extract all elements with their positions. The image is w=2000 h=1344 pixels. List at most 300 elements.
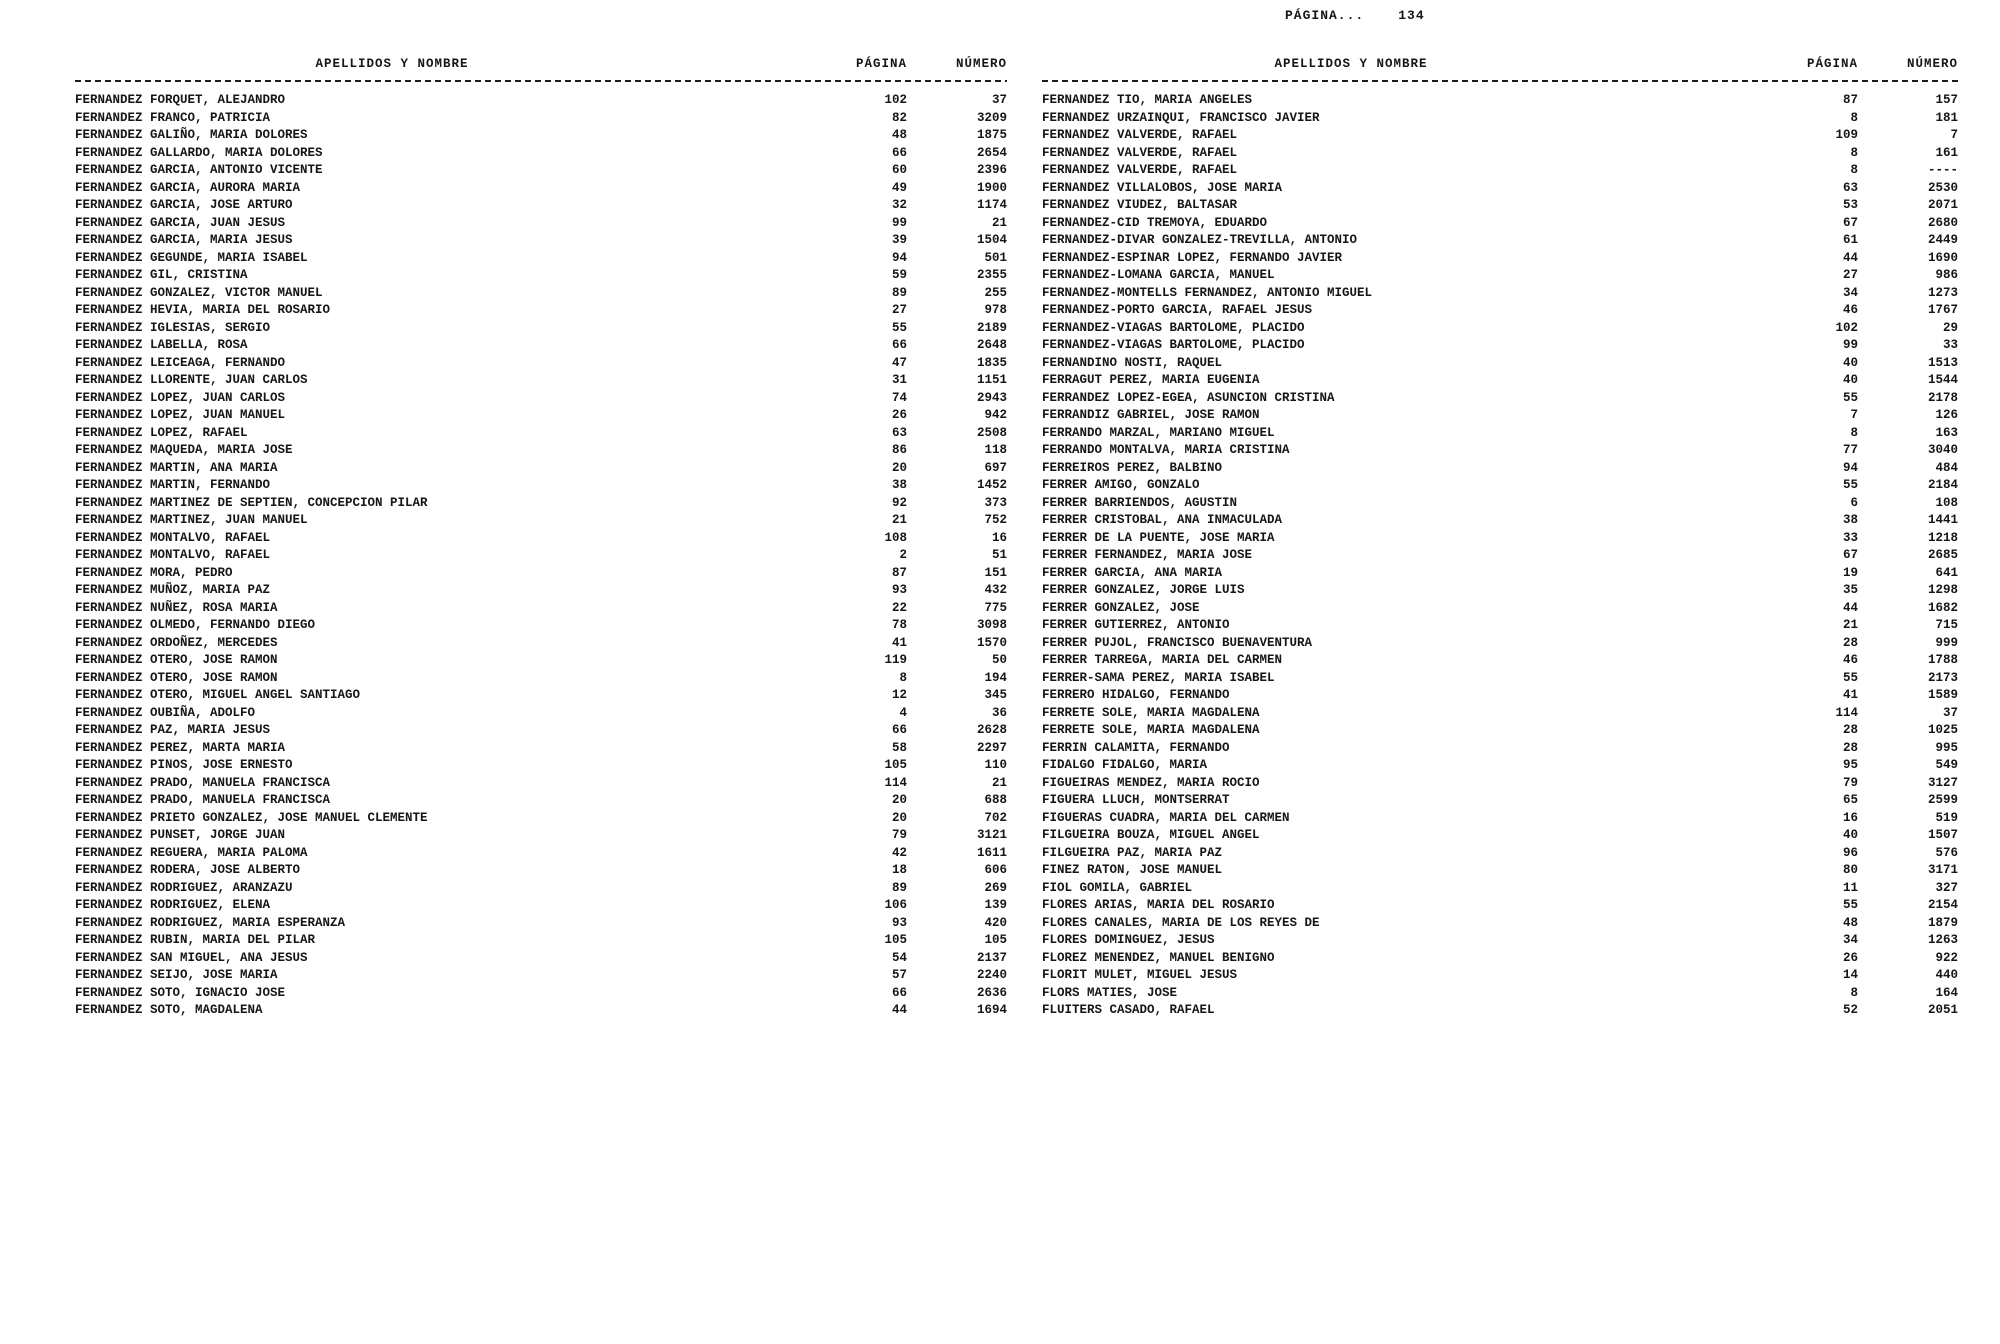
name-cell: FERNANDEZ MONTALVO, RAFAEL: [75, 530, 271, 545]
page-cell: 28: [1842, 723, 1858, 737]
table-row: [75, 215, 1007, 233]
number-cell: 2071: [1927, 198, 1958, 212]
name-cell: FERRETE SOLE, MARIA MAGDALENA: [1042, 723, 1260, 737]
number-cell: 3121: [976, 828, 1007, 842]
number-cell: 999: [1935, 635, 1958, 650]
number-cell: 2396: [976, 163, 1007, 177]
name-cell: FERNANDEZ SAN MIGUEL, ANA JESUS: [75, 950, 308, 965]
name-cell: FERNANDEZ MARTIN, FERNANDO: [75, 478, 271, 492]
name-cell: FERRERO HIDALGO, FERNANDO: [1042, 688, 1230, 702]
table-row: [1042, 92, 1958, 110]
number-cell: 1504: [976, 233, 1007, 247]
table-row: [1042, 582, 1958, 600]
table-row: [75, 652, 1007, 670]
number-cell: 2051: [1927, 1003, 1958, 1017]
name-cell: FERNANDEZ GARCIA, JUAN JESUS: [75, 215, 286, 230]
name-cell: FERNANDEZ OLMEDO, FERNANDO DIEGO: [75, 618, 316, 632]
page-cell: 109: [1835, 128, 1858, 142]
table-row: [1042, 652, 1958, 670]
number-cell: 2648: [976, 338, 1007, 352]
number-cell: 161: [1935, 145, 1958, 160]
name-cell: FERNANDEZ SOTO, MAGDALENA: [75, 1003, 263, 1017]
table-row: [1042, 687, 1958, 705]
page-cell: 60: [891, 163, 907, 177]
table-row: [75, 547, 1007, 565]
name-cell: FERNANDEZ HEVIA, MARIA DEL ROSARIO: [75, 303, 331, 317]
name-cell: FERRER GUTIERREZ, ANTONIO: [1042, 618, 1230, 632]
name-cell: FERNANDEZ PAZ, MARIA JESUS: [75, 723, 271, 737]
table-row: [75, 530, 1007, 548]
table-row: [75, 792, 1007, 810]
number-cell: 126: [1935, 408, 1958, 422]
page-cell: 8: [1850, 110, 1858, 125]
table-row: [1042, 267, 1958, 285]
table-row: [75, 110, 1007, 128]
name-cell: FERNANDEZ GARCIA, MARIA JESUS: [75, 233, 293, 247]
number-cell: 2685: [1927, 548, 1958, 562]
table-row: [75, 827, 1007, 845]
name-cell: FIDALGO FIDALGO, MARIA: [1042, 758, 1208, 772]
table-row: [1042, 775, 1958, 793]
number-cell: 1767: [1927, 303, 1958, 317]
number-cell: 2297: [976, 740, 1007, 755]
table-row: [1042, 302, 1958, 320]
name-cell: FERRAGUT PEREZ, MARIA EUGENIA: [1042, 373, 1260, 387]
number-cell: 501: [984, 250, 1007, 265]
number-cell: 1263: [1927, 933, 1958, 947]
name-cell: FERNANDEZ LOPEZ, JUAN MANUEL: [75, 408, 286, 422]
number-cell: 2154: [1927, 898, 1958, 912]
name-cell: FERNANDEZ LLORENTE, JUAN CARLOS: [75, 373, 308, 387]
table-row: [75, 285, 1007, 303]
name-cell: FERRANDO MONTALVA, MARIA CRISTINA: [1042, 443, 1290, 457]
page-cell: 92: [891, 495, 907, 510]
page-cell: 34: [1842, 285, 1858, 300]
table-row: [1042, 950, 1958, 968]
page-cell: 19: [1842, 565, 1858, 580]
name-cell: FERNANDEZ-PORTO GARCIA, RAFAEL JESUS: [1042, 303, 1313, 317]
name-cell: FERNANDEZ MARTINEZ DE SEPTIEN, CONCEPCION PILAR: [75, 495, 428, 510]
header-numero: NÚMERO: [1906, 57, 1958, 71]
page-cell: 21: [891, 513, 907, 527]
page-cell: 66: [891, 145, 907, 160]
table-row: [1042, 810, 1958, 828]
page-cell: 41: [891, 635, 907, 650]
table-row: [75, 670, 1007, 688]
number-cell: 1788: [1927, 653, 1958, 667]
number-cell: 151: [984, 565, 1007, 580]
table-row: [75, 460, 1007, 478]
name-cell: FLORES ARIAS, MARIA DEL ROSARIO: [1042, 898, 1275, 912]
name-cell: FERNANDEZ-MONTELLS FERNANDEZ, ANTONIO MIGUEL: [1042, 285, 1373, 300]
directory-columns: [0, 55, 1958, 1020]
table-row: [75, 127, 1007, 145]
table-row: [1042, 530, 1958, 548]
page-cell: 8: [1850, 145, 1858, 160]
page-cell: 28: [1842, 635, 1858, 650]
number-cell: 1298: [1927, 583, 1958, 597]
page-cell: 47: [891, 355, 907, 370]
number-cell: 1875: [976, 128, 1007, 142]
name-cell: FERNANDEZ PRIETO GONZALEZ, JOSE MANUEL CLEMENTE: [75, 810, 428, 825]
table-row: [75, 337, 1007, 355]
table-row: [1042, 740, 1958, 758]
directory-column-right: [1042, 55, 1958, 1020]
number-cell: 255: [984, 285, 1007, 300]
table-row: [1042, 757, 1958, 775]
table-row: [1042, 845, 1958, 863]
page-cell: 44: [1842, 250, 1858, 265]
number-cell: 440: [1935, 968, 1958, 982]
name-cell: FIGUEIRAS MENDEZ, MARIA ROCIO: [1042, 775, 1260, 790]
table-row: [75, 932, 1007, 950]
page-cell: 102: [1835, 320, 1858, 335]
page-cell: 40: [1842, 828, 1858, 842]
page-cell: 105: [884, 933, 907, 947]
page-cell: 34: [1842, 933, 1858, 947]
table-row: [75, 985, 1007, 1003]
table-row: [1042, 600, 1958, 618]
name-cell: FERRANDO MARZAL, MARIANO MIGUEL: [1042, 425, 1275, 440]
name-cell: FERNANDEZ PEREZ, MARTA MARIA: [75, 740, 286, 755]
number-cell: 1570: [976, 635, 1007, 650]
table-row: [1042, 495, 1958, 513]
number-cell: 715: [1935, 618, 1958, 632]
number-cell: 181: [1935, 110, 1958, 125]
number-cell: 194: [984, 670, 1007, 685]
name-cell: FERNANDEZ LABELLA, ROSA: [75, 338, 248, 352]
page-cell: 14: [1842, 968, 1858, 982]
number-cell: 2628: [976, 723, 1007, 737]
page-cell: 53: [1842, 198, 1858, 212]
number-cell: 549: [1935, 758, 1958, 772]
page-cell: 48: [891, 128, 907, 142]
page-cell: 12: [891, 688, 907, 702]
table-row: [75, 162, 1007, 180]
number-cell: 1513: [1927, 355, 1958, 370]
number-cell: 2530: [1927, 180, 1958, 195]
table-row: [75, 880, 1007, 898]
table-row: [75, 425, 1007, 443]
table-row: [1042, 372, 1958, 390]
page-cell: 22: [891, 600, 907, 615]
number-cell: 1151: [976, 373, 1007, 387]
table-row: [75, 302, 1007, 320]
number-cell: 519: [1935, 810, 1958, 825]
page-cell: 31: [891, 373, 907, 387]
name-cell: FERNANDEZ GARCIA, AURORA MARIA: [75, 180, 301, 195]
name-cell: FERNANDEZ PINOS, JOSE ERNESTO: [75, 758, 293, 772]
name-cell: FILGUEIRA BOUZA, MIGUEL ANGEL: [1042, 828, 1260, 842]
table-row: [75, 145, 1007, 163]
name-cell: FERNANDEZ ORDOÑEZ, MERCEDES: [75, 635, 278, 650]
dashed-separator: [75, 80, 1007, 83]
number-cell: 37: [1942, 705, 1958, 720]
page-cell: 44: [891, 1003, 907, 1017]
page-cell: 21: [1842, 618, 1858, 632]
page-cell: 65: [1842, 793, 1858, 807]
table-row: [75, 705, 1007, 723]
page-cell: 55: [891, 320, 907, 335]
table-row: [1042, 862, 1958, 880]
page-cell: 99: [1842, 338, 1858, 352]
table-row: [75, 915, 1007, 933]
number-cell: 922: [1935, 950, 1958, 965]
name-cell: FERNANDEZ GALIÑO, MARIA DOLORES: [75, 128, 308, 142]
number-cell: 33: [1942, 338, 1958, 352]
name-cell: FERNANDEZ GONZALEZ, VICTOR MANUEL: [75, 285, 323, 300]
name-cell: FERNANDEZ GALLARDO, MARIA DOLORES: [75, 145, 323, 160]
table-row: [75, 950, 1007, 968]
table-row: [1042, 722, 1958, 740]
page-cell: 44: [1842, 600, 1858, 615]
table-row: [75, 390, 1007, 408]
page-cell: 20: [891, 793, 907, 807]
number-cell: 51: [991, 548, 1007, 562]
name-cell: FERNANDEZ LEICEAGA, FERNANDO: [75, 355, 286, 370]
number-cell: 36: [991, 705, 1007, 720]
number-cell: 21: [991, 775, 1007, 790]
page-cell: 55: [1842, 670, 1858, 685]
name-cell: FERNANDEZ RODRIGUEZ, ELENA: [75, 898, 271, 912]
page-cell: 20: [891, 460, 907, 475]
name-cell: FLORES CANALES, MARIA DE LOS REYES DE: [1042, 915, 1320, 930]
table-row: [75, 635, 1007, 653]
table-row: [1042, 337, 1958, 355]
name-cell: FERNANDEZ MUÑOZ, MARIA PAZ: [75, 583, 271, 597]
table-row: [75, 775, 1007, 793]
name-cell: FERNANDEZ GEGUNDE, MARIA ISABEL: [75, 250, 308, 265]
name-cell: FERRER FERNANDEZ, MARIA JOSE: [1042, 548, 1253, 562]
header-apellidos: APELLIDOS Y NOMBRE: [315, 57, 469, 71]
page-cell: 48: [1842, 915, 1858, 930]
table-row: [1042, 320, 1958, 338]
header-apellidos: APELLIDOS Y NOMBRE: [1274, 57, 1428, 71]
page-cell: 46: [1842, 303, 1858, 317]
table-row: [1042, 110, 1958, 128]
name-cell: FERNANDEZ GARCIA, JOSE ARTURO: [75, 198, 293, 212]
page-cell: 79: [891, 828, 907, 842]
column-header-row: [75, 55, 1007, 73]
name-cell: FERNANDEZ OUBIÑA, ADOLFO: [75, 705, 256, 720]
page-cell: 26: [891, 408, 907, 422]
page-cell: 63: [1842, 180, 1858, 195]
name-cell: FERNANDEZ TIO, MARIA ANGELES: [1042, 93, 1253, 107]
name-cell: FERNANDEZ-VIAGAS BARTOLOME, PLACIDO: [1042, 320, 1305, 335]
number-cell: 1174: [976, 198, 1007, 212]
name-cell: FIOL GOMILA, GABRIEL: [1042, 880, 1193, 895]
number-cell: 157: [1935, 93, 1958, 107]
name-cell: FERNANDINO NOSTI, RAQUEL: [1042, 355, 1223, 370]
name-cell: FERRER-SAMA PEREZ, MARIA ISABEL: [1042, 670, 1275, 685]
table-row: [1042, 670, 1958, 688]
name-cell: FERNANDEZ PRADO, MANUELA FRANCISCA: [75, 775, 331, 790]
number-cell: 1025: [1927, 723, 1958, 737]
table-row: [1042, 547, 1958, 565]
number-cell: 2508: [976, 425, 1007, 440]
name-cell: FERNANDEZ MARTIN, ANA MARIA: [75, 460, 278, 475]
page-cell: 40: [1842, 355, 1858, 370]
table-row: [75, 687, 1007, 705]
name-cell: FERNANDEZ VALVERDE, RAFAEL: [1042, 145, 1238, 160]
table-row: [75, 320, 1007, 338]
page-cell: 58: [891, 740, 907, 755]
number-cell: 269: [984, 880, 1007, 895]
page-cell: 66: [891, 723, 907, 737]
page-cell: 27: [891, 303, 907, 317]
page-cell: 80: [1842, 863, 1858, 877]
name-cell: FERNANDEZ RUBIN, MARIA DEL PILAR: [75, 933, 316, 947]
page-cell: 33: [1842, 530, 1858, 545]
name-cell: FERNANDEZ VALVERDE, RAFAEL: [1042, 163, 1238, 177]
page-cell: 32: [891, 198, 907, 212]
name-cell: FLORES DOMINGUEZ, JESUS: [1042, 933, 1215, 947]
table-row: [1042, 355, 1958, 373]
name-cell: FERRER GARCIA, ANA MARIA: [1042, 565, 1223, 580]
name-cell: FERNANDEZ OTERO, JOSE RAMON: [75, 653, 278, 667]
page-cell: 39: [891, 233, 907, 247]
table-row: [1042, 705, 1958, 723]
page-cell: 18: [891, 863, 907, 877]
number-cell: 345: [984, 688, 1007, 702]
name-cell: FERRER BARRIENDOS, AGUSTIN: [1042, 495, 1238, 510]
table-row: [1042, 232, 1958, 250]
name-cell: FERNANDEZ URZAINQUI, FRANCISCO JAVIER: [1042, 110, 1320, 125]
number-cell: 164: [1935, 985, 1958, 1000]
number-cell: 1690: [1927, 250, 1958, 265]
page-cell: 66: [891, 985, 907, 1000]
name-cell: FERRANDEZ LOPEZ-EGEA, ASUNCION CRISTINA: [1042, 390, 1335, 405]
column-header-row: [1042, 55, 1958, 73]
number-cell: 163: [1935, 425, 1958, 440]
table-row: [1042, 985, 1958, 1003]
name-cell: FERNANDEZ VALVERDE, RAFAEL: [1042, 128, 1238, 142]
page-cell: 67: [1842, 548, 1858, 562]
number-cell: ----: [1927, 163, 1958, 177]
name-cell: FERRIN CALAMITA, FERNANDO: [1042, 740, 1230, 755]
number-cell: 942: [984, 408, 1007, 422]
page-header-label: PÁGINA...: [1285, 8, 1365, 23]
name-cell: FERNANDEZ RODRIGUEZ, ARANZAZU: [75, 880, 293, 895]
table-row: [1042, 827, 1958, 845]
number-cell: 105: [984, 933, 1007, 947]
name-cell: FERRER GONZALEZ, JORGE LUIS: [1042, 583, 1245, 597]
number-cell: 16: [991, 530, 1007, 545]
page-cell: 99: [891, 215, 907, 230]
page-cell: 67: [1842, 215, 1858, 230]
page-cell: 87: [1842, 93, 1858, 107]
name-cell: FLOREZ MENENDEZ, MANUEL BENIGNO: [1042, 950, 1275, 965]
number-cell: 3171: [1927, 863, 1958, 877]
number-cell: 2449: [1927, 233, 1958, 247]
table-row: [1042, 915, 1958, 933]
page-cell: 114: [1835, 705, 1858, 720]
name-cell: FERRANDIZ GABRIEL, JOSE RAMON: [1042, 408, 1260, 422]
page-cell: 55: [1842, 390, 1858, 405]
page-cell: 8: [1850, 163, 1858, 177]
number-cell: 21: [991, 215, 1007, 230]
page-cell: 119: [884, 653, 907, 667]
table-row: [1042, 635, 1958, 653]
table-row: [75, 722, 1007, 740]
page-cell: 20: [891, 810, 907, 825]
table-row: [75, 512, 1007, 530]
table-row: [1042, 390, 1958, 408]
number-cell: 3040: [1927, 443, 1958, 457]
name-cell: FIGUERAS CUADRA, MARIA DEL CARMEN: [1042, 810, 1290, 825]
number-cell: 1835: [976, 355, 1007, 370]
name-cell: FERNANDEZ SOTO, IGNACIO JOSE: [75, 985, 286, 1000]
header-pagina: PÁGINA: [855, 57, 907, 71]
page-cell: 86: [891, 443, 907, 457]
number-cell: 29: [1942, 320, 1958, 335]
number-cell: 2680: [1927, 215, 1958, 230]
page-cell: 89: [891, 880, 907, 895]
name-cell: FERNANDEZ RODERA, JOSE ALBERTO: [75, 863, 301, 877]
table-row: [1042, 967, 1958, 985]
name-cell: FERNANDEZ SEIJO, JOSE MARIA: [75, 968, 278, 982]
page-cell: 7: [1850, 408, 1858, 422]
name-cell: FERNANDEZ NUÑEZ, ROSA MARIA: [75, 600, 278, 615]
number-cell: 2178: [1927, 390, 1958, 405]
number-cell: 2599: [1927, 793, 1958, 807]
name-cell: FERNANDEZ LOPEZ, JUAN CARLOS: [75, 390, 286, 405]
name-cell: FERNANDEZ VILLALOBOS, JOSE MARIA: [1042, 180, 1283, 195]
table-row: [75, 740, 1007, 758]
table-row: [1042, 285, 1958, 303]
number-cell: 752: [984, 513, 1007, 527]
table-row: [75, 897, 1007, 915]
page-cell: 77: [1842, 443, 1858, 457]
page-cell: 8: [1850, 425, 1858, 440]
page-cell: 59: [891, 268, 907, 282]
page-cell: 94: [891, 250, 907, 265]
page-cell: 95: [1842, 758, 1858, 772]
page-header: [1285, 8, 1425, 23]
name-cell: FILGUEIRA PAZ, MARIA PAZ: [1042, 845, 1223, 860]
number-cell: 2355: [976, 268, 1007, 282]
table-row: [75, 757, 1007, 775]
page-cell: 41: [1842, 688, 1858, 702]
table-row: [1042, 162, 1958, 180]
number-cell: 1218: [1927, 530, 1958, 545]
number-cell: 978: [984, 303, 1007, 317]
number-cell: 606: [984, 863, 1007, 877]
table-row: [1042, 442, 1958, 460]
table-row: [1042, 425, 1958, 443]
number-cell: 1544: [1927, 373, 1958, 387]
table-row: [1042, 477, 1958, 495]
page-cell: 79: [1842, 775, 1858, 790]
entry-list: [1042, 92, 1958, 1020]
number-cell: 327: [1935, 880, 1958, 895]
number-cell: 108: [1935, 495, 1958, 510]
name-cell: FLUITERS CASADO, RAFAEL: [1042, 1003, 1215, 1017]
table-row: [75, 355, 1007, 373]
table-row: [1042, 407, 1958, 425]
name-cell: FERRETE SOLE, MARIA MAGDALENA: [1042, 705, 1260, 720]
page-cell: 74: [891, 390, 907, 405]
page-cell: 55: [1842, 478, 1858, 492]
page-cell: 26: [1842, 950, 1858, 965]
name-cell: FERNANDEZ GIL, CRISTINA: [75, 268, 248, 282]
page-cell: 82: [891, 110, 907, 125]
dashed-separator: [1042, 80, 1958, 83]
page-cell: 2: [899, 548, 907, 562]
number-cell: 3098: [976, 618, 1007, 632]
number-cell: 995: [1935, 740, 1958, 755]
page-cell: 46: [1842, 653, 1858, 667]
